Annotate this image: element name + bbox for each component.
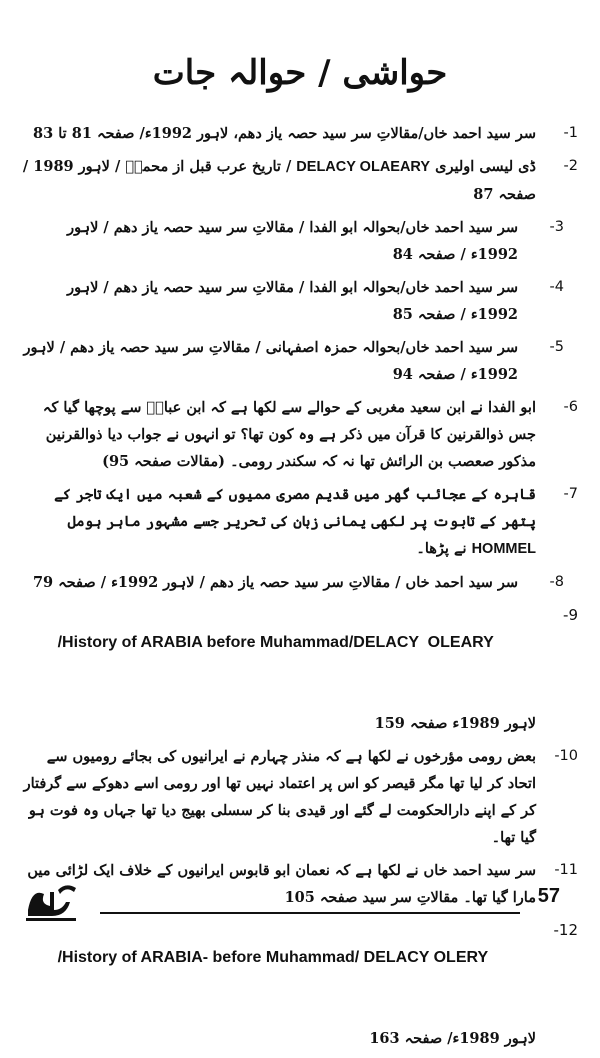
footnote-text: سر سید احمد خاں/بحوالہ ابو الفدا / مقالاتِ سر سید حصہ یاز دھم / لاہور 1992ء / صفحہ 85 — [67, 279, 518, 323]
footnote-4 — [22, 274, 578, 328]
footnote-text: سر سید احمد خاں/بحوالہ ابو الفدا / مقالاتِ سر سید حصہ یاز دھم / لاہور 1992ء / صفحہ 84 — [67, 219, 518, 263]
footnote-number: -2 — [563, 158, 578, 174]
footer-rule — [100, 912, 520, 914]
publisher-logo — [22, 880, 82, 928]
footnote-6 — [22, 394, 578, 475]
footnote-number: -1 — [563, 125, 578, 141]
footnote-number: -6 — [563, 399, 578, 415]
footnote-number: -3 — [549, 219, 564, 235]
footnote-text: سر سید احمد خاں / مقالاتِ سر سید حصہ یاز دھم / لاہور 1992ء / صفحہ 79 — [32, 574, 518, 591]
footnote-12 — [22, 917, 578, 1052]
footnote-text: سر سید احمد خاں/مقالاتِ سر سید حصہ یاز دھم، لاہور 1992ء/ صفحہ 81 تا 83 — [32, 125, 536, 142]
footnote-11 — [22, 857, 578, 911]
page-title: حواشی / حوالہ جات — [152, 53, 448, 93]
footnote-text: سر سید احمد خاں/بحوالہ حمزہ اصفہانی / مقالاتِ سر سید حصہ یاز دھم / لاہور 1992ء / صفحہ 94 — [23, 339, 518, 383]
footnote-latin-line — [22, 917, 578, 1025]
footnote-text: بعض رومی مؤرخوں نے لکھا ہے کہ منذر چہارم نے ایرانیوں کی بجائے رومیوں سے اتحاد کر لیا تھا مگر قیصر کو اس پر اعتماد نہیں تھا اور رومی اسے دھوکے سے گرفتار کر کے اپنے دارالحکومت لے گئے اور قیدی بنا کر سسلی بھیج دیا تھا جہاں وہ فوت ہو گیا تھا۔ — [23, 748, 536, 846]
footnote-text-post: نے پڑھا۔ — [416, 540, 472, 557]
footnote-3 — [22, 214, 578, 268]
footnote-1 — [22, 120, 578, 147]
footnote-number: -10 — [554, 748, 578, 764]
footnote-5 — [22, 334, 578, 388]
logo-mark-icon — [22, 880, 82, 924]
page-number: 57 — [537, 885, 560, 907]
footnote-8 — [22, 569, 578, 596]
footnote-number: -7 — [563, 486, 578, 502]
notes-list — [22, 120, 578, 1058]
footnote-text: لاہور 1989ء/ صفحہ 163 — [369, 1030, 536, 1047]
footnote-text-post: / تاریخ عرب قبل از محمدؐ / لاہور 1989 / صفحہ 87 — [22, 158, 536, 203]
footnote-number: -8 — [549, 574, 564, 590]
footnote-latin: DELACY OLAEARY — [296, 159, 431, 175]
footnote-latin: /History of ARABIA before Muhammad/DELACY OLEARY — [57, 634, 494, 651]
footnote-number: -4 — [549, 279, 564, 295]
footnote-latin: HOMMEL — [471, 541, 536, 557]
footnote-number: -9 — [563, 606, 578, 624]
footnote-text: لاہور 1989ء صفحہ 159 — [374, 715, 536, 732]
footnote-number: -12 — [553, 921, 578, 939]
footnote-number: -5 — [549, 339, 564, 355]
footnote-number: -11 — [554, 862, 578, 878]
footnote-latin-line — [22, 602, 578, 710]
footnote-10 — [22, 743, 578, 851]
footnote-2 — [22, 153, 578, 208]
footnote-text: ابو الفدا نے ابن سعید مغربی کے حوالے سے لکھا ہے کہ ابن عباسؓ سے پوچھا گیا کہ جس ذوالقرنین کا قرآن میں ذکر ہے وہ کون تھا؟ تو انہوں نے جواب دیا ذوالقرنین مذکور صعصب بن الرائش تھا نہ کہ سکندر رومی۔ (مقالات صفحہ 95) — [42, 399, 536, 470]
footnote-text: قاہرہ کے عجائب گھر میں قدیم مصری ممیوں کے شعبہ میں ایک تاجر کے پتھر کے تابوت پر لکھی یمانی زبان کی تحریر جسے مشہور ماہر ہومل — [54, 486, 536, 530]
footnote-latin: /History of ARABIA- before Muhammad/ DELACY OLERY — [57, 949, 489, 966]
footnote-text: ڈی لیسی اولیری — [430, 158, 536, 175]
footnote-7 — [22, 481, 578, 563]
footnote-text: سر سید احمد خاں نے لکھا ہے کہ نعمان ابو قابوس ایرانیوں کے خلاف ایک لڑائی میں مارا گیا تھا۔ مقالاتِ سر سید صفحہ 105 — [27, 862, 536, 906]
footnote-9 — [22, 602, 578, 737]
